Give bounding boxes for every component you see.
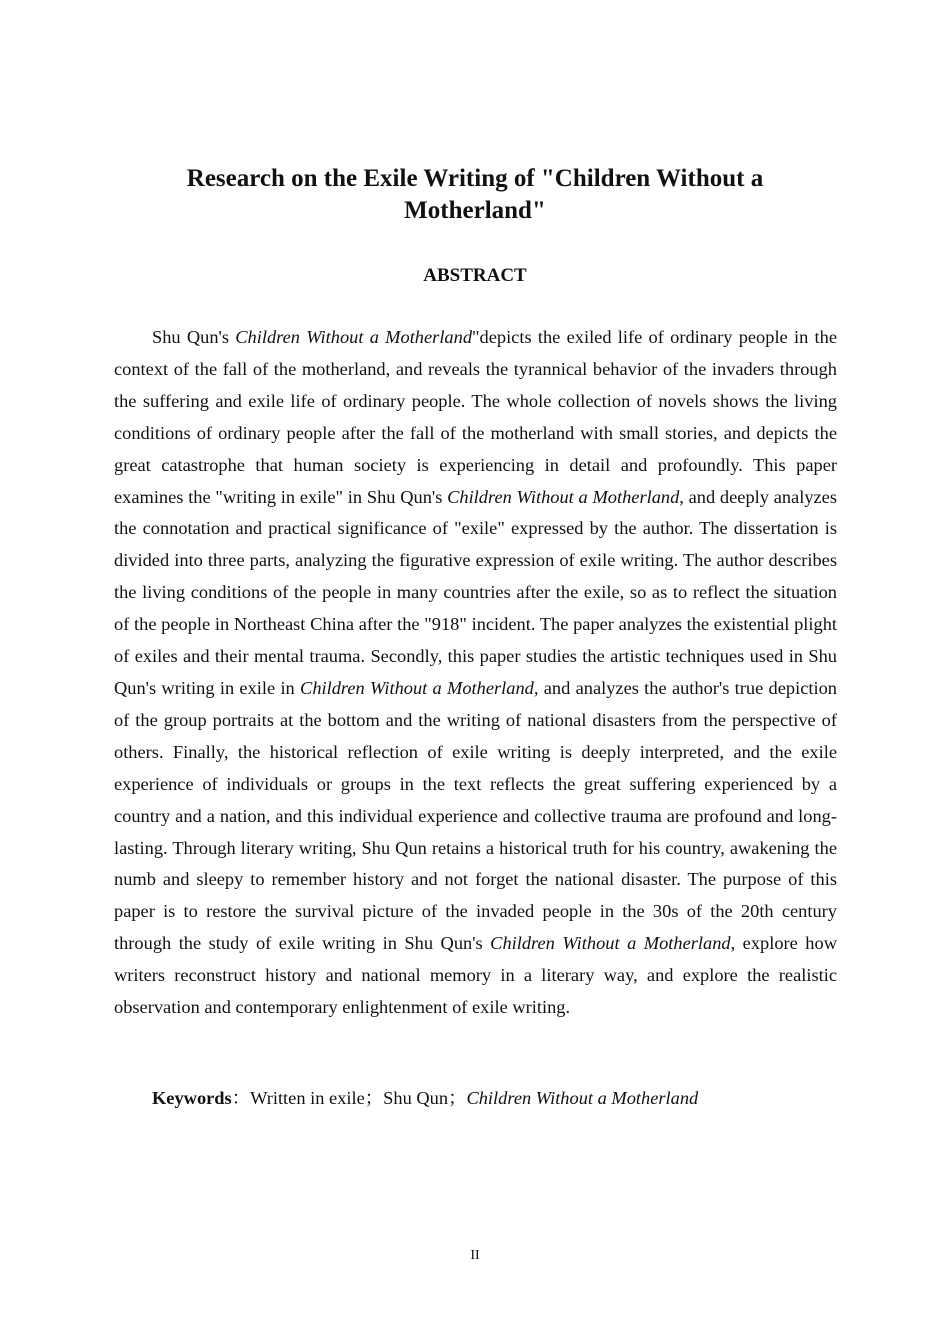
abstract-text: , and deeply analyzes the connotation and practical significance of "exile" expressed by the author. The dissertation is divided into three parts, analyzing the figurative expression of exile writing. The author describes the living conditions of the people in many countries after the exile, so as to reflect the situation of the people in Northeast China after the "918" incident. The paper analyzes the existential plight of exiles and their mental trauma. Secondly, this paper studies the artistic techniques used in Shu Qun's writing in exile in bbox=[114, 486, 838, 698]
keyword-item: Children Without a Motherland bbox=[466, 1088, 699, 1108]
page-number: II bbox=[470, 1248, 480, 1263]
book-title-italic: Children Without a Motherland bbox=[447, 486, 680, 507]
keyword-separator: ； bbox=[364, 1088, 384, 1108]
abstract-text: and analyzes the author's true depiction of the group portraits at the bottom and the writing of national disasters from the perspective of others. Finally, the historical reflection of exile writing is deeply interpreted, and the exile experience of individuals or groups in the text reflects the great suffering experienced by a country and a nation, and this individual experience and collective trauma are profound and long-lasting. Through literary writing, Shu Qun retains a historical truth for his country, awakening the numb and sleepy to remember history and not forget the national disaster. The purpose of this paper is to restore the survival picture of the invaded people in the 30s of the 20th century through the study of exile writing in Shu Qun's bbox=[114, 677, 837, 954]
keyword-separator: ； bbox=[448, 1088, 467, 1108]
keyword-item: Shu Qun bbox=[383, 1088, 449, 1108]
abstract-text: , explore how writers reconstruct history and national memory in a literary way, and explore the realistic observation and contemporary enlightenment of exile writing. bbox=[114, 933, 837, 1018]
book-title-italic: Children Without a Motherland bbox=[490, 933, 731, 954]
keywords-label: Keywords bbox=[152, 1088, 232, 1108]
keywords-colon: ： bbox=[231, 1088, 251, 1108]
book-title-italic: Children Without a Motherland bbox=[235, 327, 473, 347]
abstract-text: "depicts the exiled life of ordinary people in the context of the fall of the motherland, and reveals the tyrannical behavior of the invaders through the suffering and exile life of ordinary people. The whole collection of novels shows the living conditions of ordinary people after the fall of the motherland with small stories, and depicts the great catastrophe that human society is experiencing in detail and profoundly. This paper examines the "writing in exile" in Shu Qun's bbox=[114, 327, 837, 507]
keyword-item: Written in exile bbox=[250, 1088, 365, 1108]
keywords-line bbox=[152, 1083, 698, 1113]
abstract-heading: ABSTRACT bbox=[423, 265, 527, 286]
paper-title: Research on the Exile Writing of "Children Without a Motherland" bbox=[186, 165, 764, 224]
abstract-paragraph bbox=[114, 322, 837, 1024]
abstract-text: Shu Qun's bbox=[152, 327, 236, 347]
book-title-italic: Children Without a Motherland, bbox=[300, 677, 539, 698]
